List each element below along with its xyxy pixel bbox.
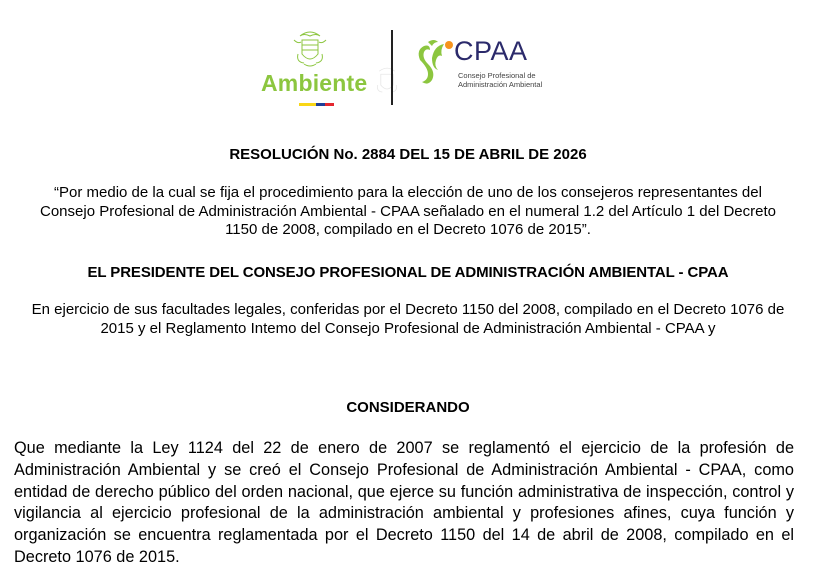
flag-yellow (299, 103, 316, 106)
considerando-paragraph: Que mediante la Ley 1124 del 22 de enero de 2007 se reglamentó el ejercicio de la profesión de Administración Ambiental y se creó el Consejo Profesional de Administración Ambiental - CPAA, como entidad de derecho público del orden nacional, que ejerce su función administrativa de inspección, control y vigilancia al ejercicio profesional de la administración ambiental y profesiones afines, cuya función y organización se encuentra reglamentada por el Decreto 1150 del 14 de abril de 2008, compilado en el Decreto 1076 de 2015. (14, 439, 794, 566)
faded-coat-of-arms-icon (370, 62, 404, 102)
colombia-flag-stripe (299, 103, 334, 106)
resolution-title: RESOLUCIÓN No. 2884 DEL 15 DE ABRIL DE 2026 (229, 146, 587, 163)
resolution-subject: “Por medio de la cual se fija el procedimiento para la elección de uno de los consejeros representantes del Consejo Profesional de Administración Ambiental - CPAA señalado en el numeral 1.2 del Artículo 1 del Decreto 1150 de 2008, compilado en el Decreto 1076 de 2015”. (40, 184, 776, 238)
colombia-coat-of-arms-icon (288, 30, 332, 70)
document-header (0, 0, 816, 120)
legal-faculties-paragraph: En ejercicio de sus facultades legales, conferidas por el Decreto 1150 del 2008, compilado en el Decreto 1076 de 2015 y el Reglamento Intemo del Consejo Profesional de Administración Ambiental - CPAA y (31, 301, 785, 337)
orange-dot (445, 41, 453, 49)
cpaa-wordmark: CPAA (454, 36, 528, 66)
cpaa-logo (414, 36, 554, 96)
ministry-ambiente-logo (255, 30, 380, 110)
ambiente-wordmark: Ambiente (261, 70, 368, 96)
logo-divider (391, 30, 393, 105)
cpaa-leaf-icon (414, 38, 456, 86)
considerando-heading: CONSIDERANDO (346, 399, 470, 416)
flag-blue (316, 103, 325, 106)
cpaa-subtitle-line2: Administración Ambiental (458, 80, 543, 89)
issuer-heading: EL PRESIDENTE DEL CONSEJO PROFESIONAL DE ADMINISTRACIÓN AMBIENTAL - CPAA (87, 264, 729, 281)
cpaa-subtitle-line1: Consejo Profesional de (458, 71, 536, 80)
flag-red (325, 103, 334, 106)
